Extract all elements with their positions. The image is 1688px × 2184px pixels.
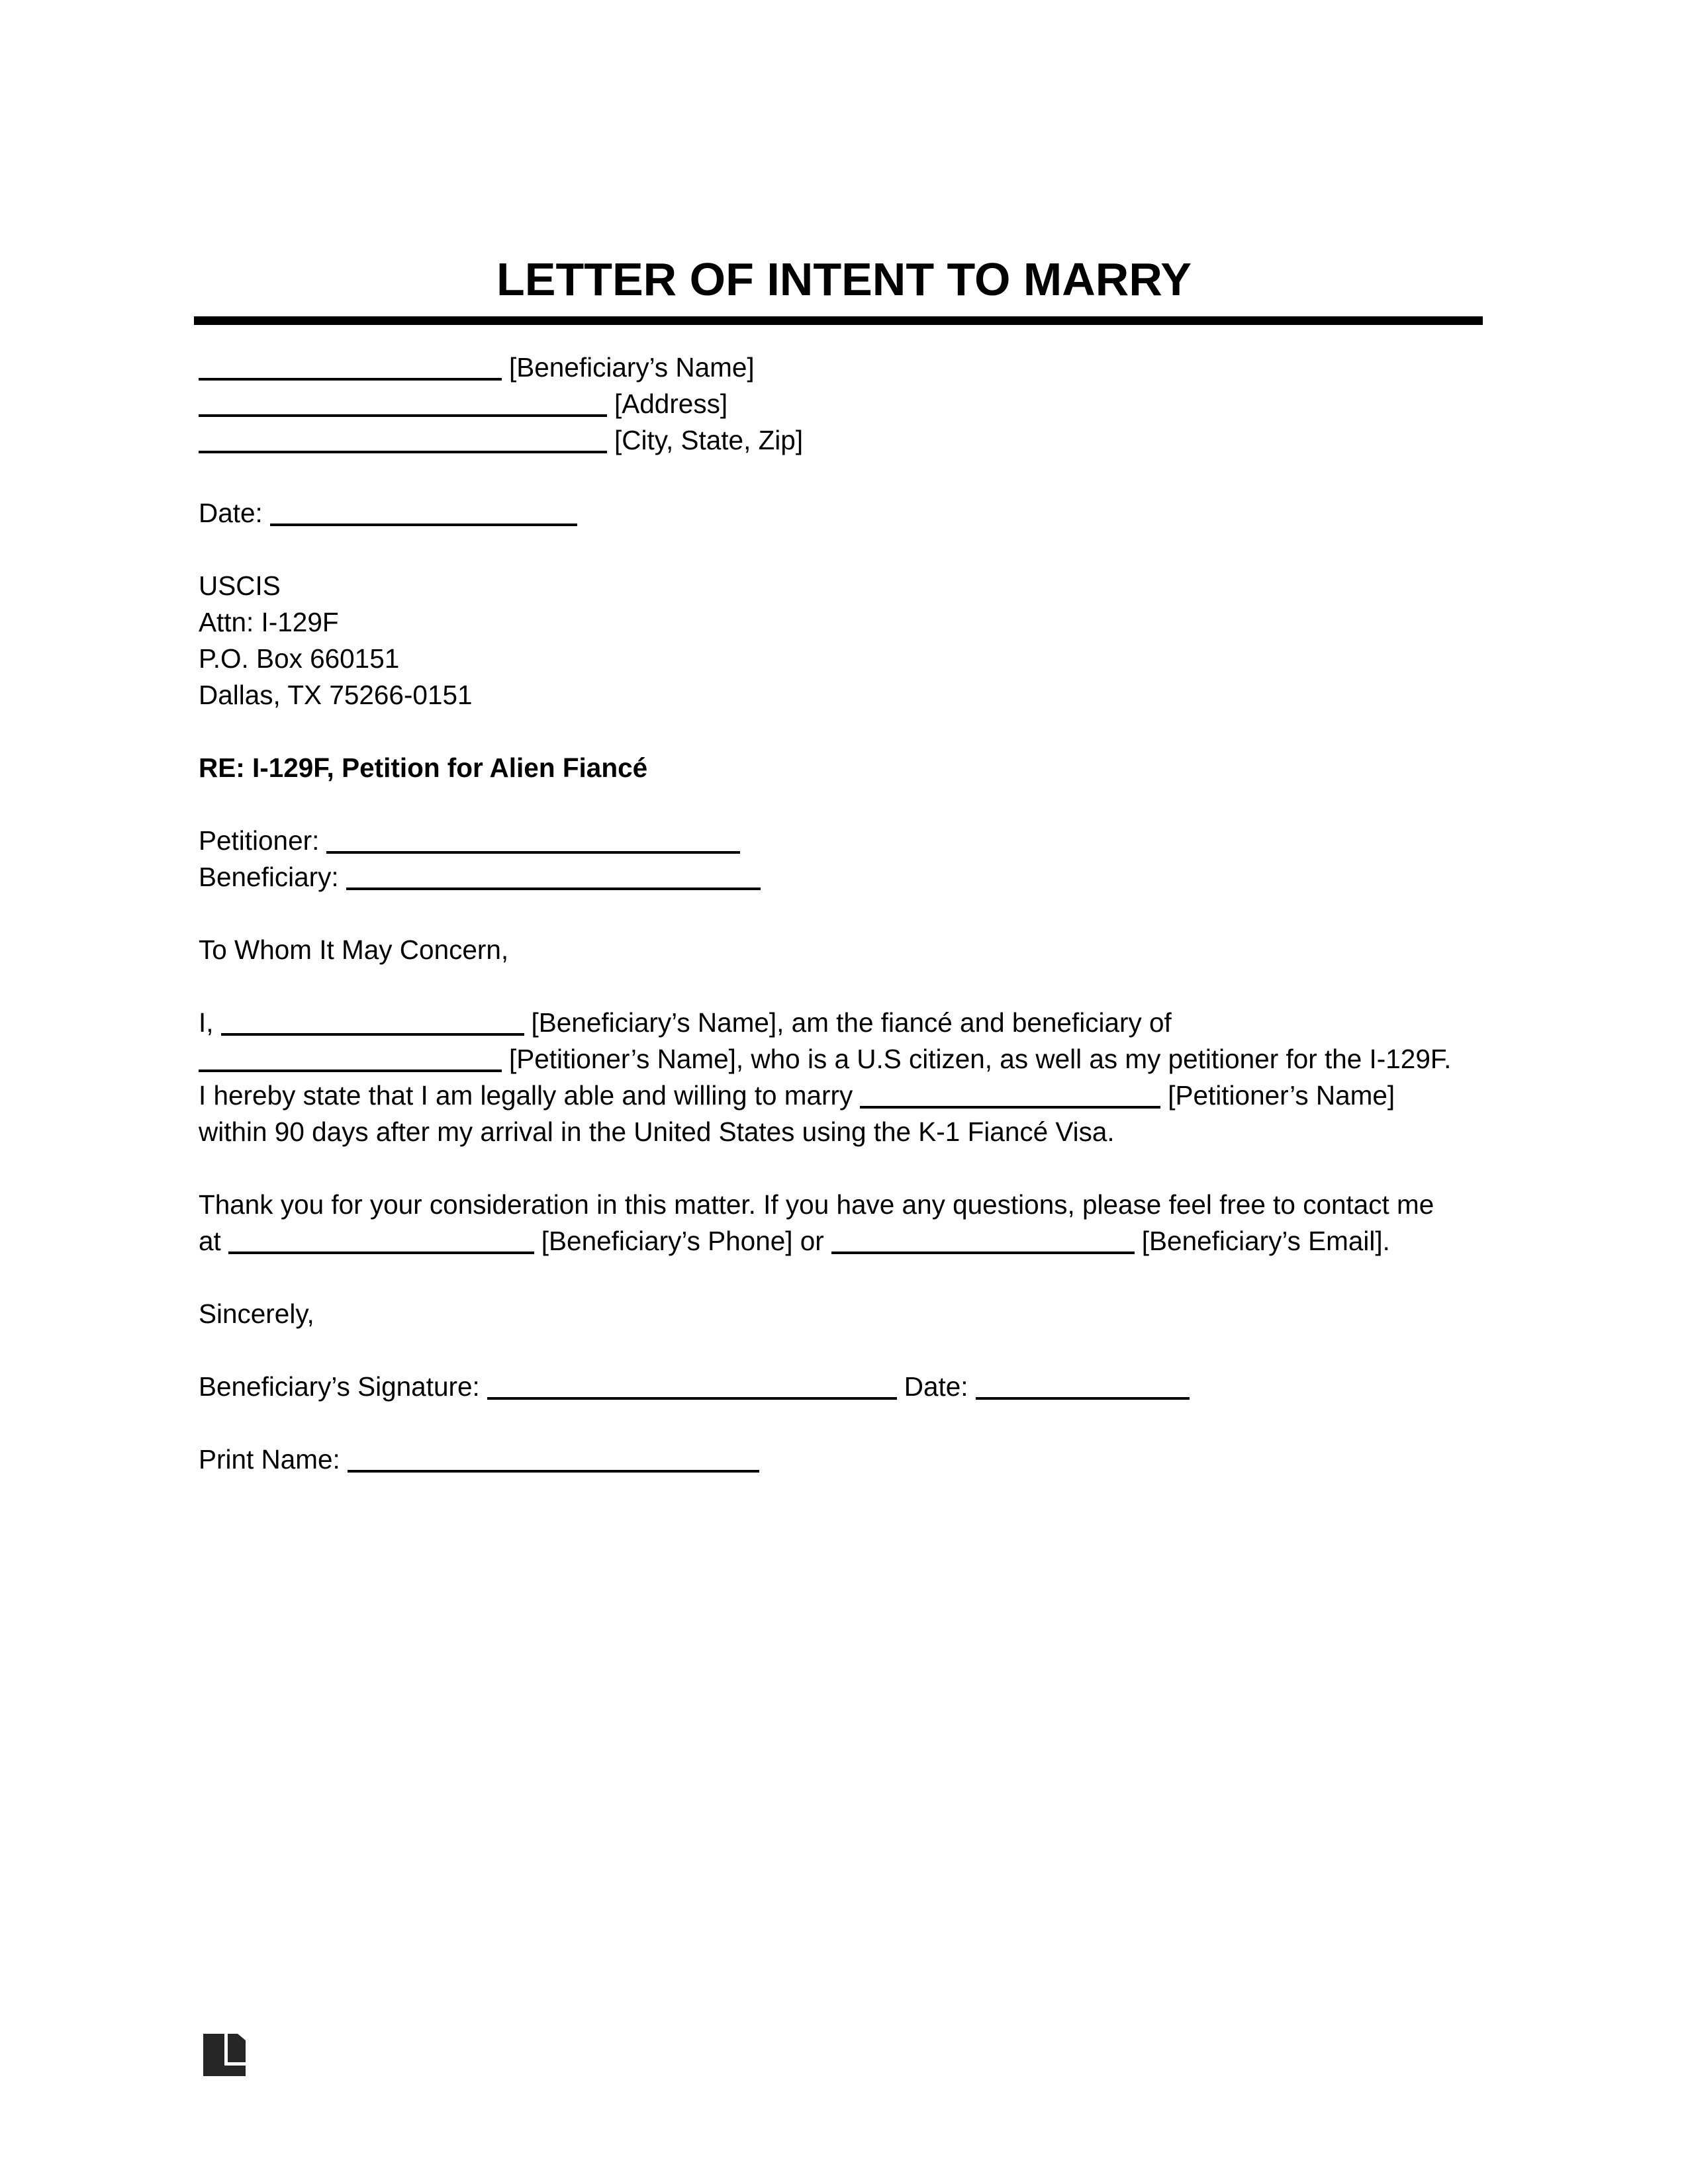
signature-field[interactable] bbox=[487, 1373, 897, 1400]
recipient-line-3: P.O. Box 660151 bbox=[199, 643, 400, 674]
paragraph1-line3-text: I hereby state that I am legally able and willing to marry bbox=[199, 1080, 853, 1111]
print-name-label: Print Name: bbox=[199, 1444, 340, 1475]
beneficiary-name-field[interactable] bbox=[199, 354, 502, 381]
paragraph1-line3 bbox=[199, 1079, 1395, 1112]
signature-date-label: Date: bbox=[904, 1371, 968, 1402]
paragraph1-line3-suffix: [Petitioner’s Name] bbox=[1168, 1080, 1395, 1111]
beneficiary-email-label: [Beneficiary’s Email]. bbox=[1141, 1226, 1390, 1256]
petitioner-label: Petitioner: bbox=[199, 825, 320, 856]
title-divider bbox=[194, 316, 1483, 325]
paragraph1-line1-text: [Beneficiary’s Name], am the fiancé and beneficiary of bbox=[531, 1007, 1172, 1038]
address-field[interactable] bbox=[199, 390, 607, 417]
recipient-line-4: Dallas, TX 75266-0151 bbox=[199, 680, 473, 710]
beneficiary-phone-field[interactable] bbox=[228, 1228, 534, 1254]
beneficiary-field[interactable] bbox=[346, 864, 761, 890]
paragraph2-line2 bbox=[199, 1224, 1390, 1257]
petitioner-marry-field[interactable] bbox=[860, 1082, 1160, 1109]
print-name-field[interactable] bbox=[348, 1446, 759, 1473]
recipient-line-1: USCIS bbox=[199, 570, 281, 601]
beneficiary-phone-label: [Beneficiary’s Phone] or bbox=[541, 1226, 824, 1256]
beneficiary-label: Beneficiary: bbox=[199, 862, 339, 892]
signature-label: Beneficiary’s Signature: bbox=[199, 1371, 480, 1402]
city-state-zip-row bbox=[199, 424, 803, 457]
address-row bbox=[199, 387, 727, 420]
beneficiary-name-inline-field[interactable] bbox=[221, 1009, 524, 1036]
paragraph1-prefix: I, bbox=[199, 1007, 214, 1038]
subject-line: RE: I-129F, Petition for Alien Fiancé bbox=[199, 752, 648, 783]
date-row bbox=[199, 496, 577, 529]
paragraph2-line1: Thank you for your consideration in this matter. If you have any questions, please feel free to contact me bbox=[199, 1189, 1434, 1220]
closing: Sincerely, bbox=[199, 1298, 314, 1329]
beneficiary-row bbox=[199, 860, 761, 893]
paragraph2-prefix: at bbox=[199, 1226, 221, 1256]
document-logo-icon bbox=[203, 2034, 246, 2076]
paragraph1-line4: within 90 days after my arrival in the United States using the K-1 Fiancé Visa. bbox=[199, 1116, 1115, 1147]
beneficiary-name-label: [Beneficiary’s Name] bbox=[509, 352, 755, 383]
print-name-row bbox=[199, 1443, 759, 1476]
recipient-line-2: Attn: I-129F bbox=[199, 607, 339, 637]
address-label: [Address] bbox=[614, 388, 728, 419]
petitioner-row bbox=[199, 824, 740, 857]
date-field[interactable] bbox=[270, 500, 577, 526]
city-state-zip-field[interactable] bbox=[199, 427, 607, 453]
paragraph1-line1 bbox=[199, 1006, 1172, 1039]
signature-date-field[interactable] bbox=[976, 1373, 1190, 1400]
beneficiary-name-row bbox=[199, 351, 755, 384]
paragraph1-line2-text: [Petitioner’s Name], who is a U.S citizen, as well as my petitioner for the I-129F. bbox=[509, 1044, 1452, 1074]
city-state-zip-label: [City, State, Zip] bbox=[614, 425, 804, 455]
petitioner-field[interactable] bbox=[326, 827, 740, 854]
petitioner-name-inline-field[interactable] bbox=[199, 1046, 502, 1072]
document-title: LETTER OF INTENT TO MARRY bbox=[496, 253, 1192, 305]
signature-row bbox=[199, 1370, 1190, 1403]
paragraph1-line2 bbox=[199, 1042, 1451, 1075]
salutation: To Whom It May Concern, bbox=[199, 934, 509, 965]
beneficiary-email-field[interactable] bbox=[831, 1228, 1135, 1254]
date-label: Date: bbox=[199, 498, 263, 528]
